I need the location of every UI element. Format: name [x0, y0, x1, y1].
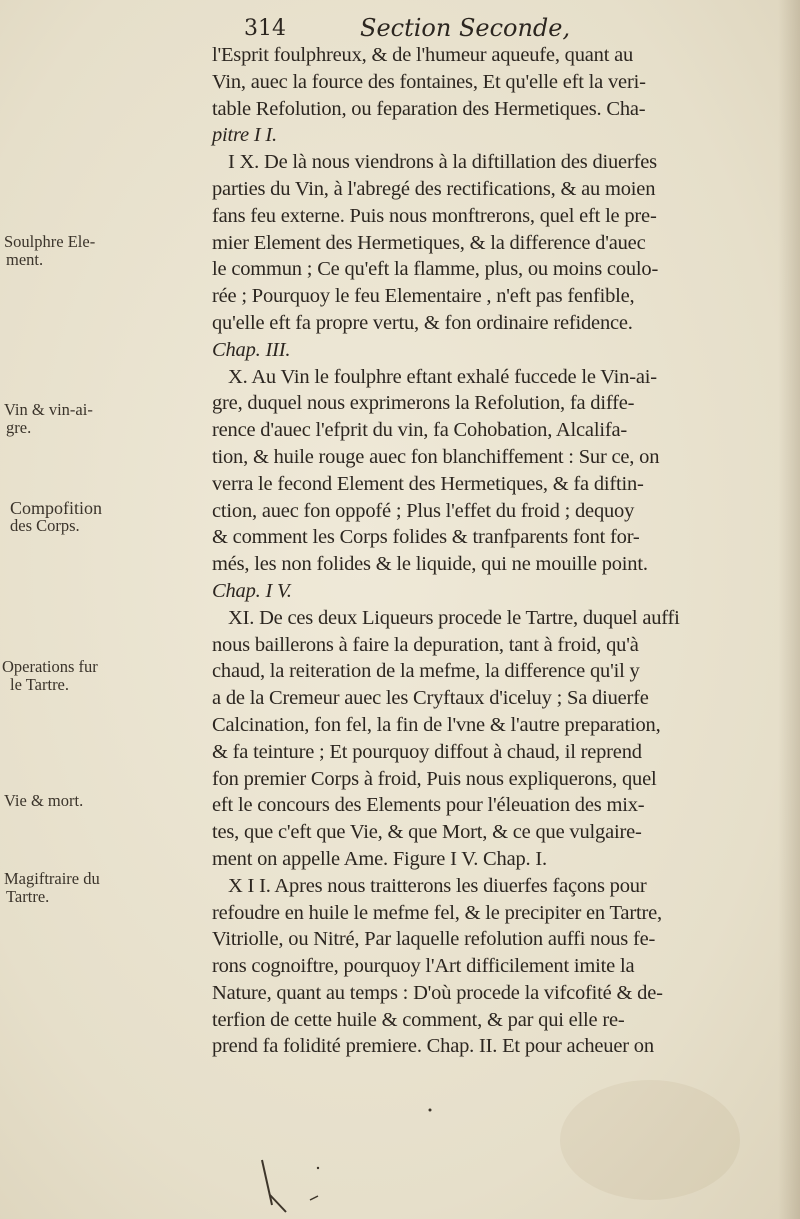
text-line: table Refolution, ou feparation des Hermetiques. Cha- [212, 97, 646, 120]
text-line: chaud, la reiteration de la mefme, la difference qu'il y [212, 660, 640, 683]
margin-note-operations [2, 658, 98, 694]
ink-dot [317, 1167, 319, 1169]
page-number: 314 [244, 16, 286, 41]
text-line: I X. De là nous viendrons à la diftillation des diuerfes [228, 151, 657, 174]
text-line: fans feu externe. Puis nous monftrerons, quel eft le pre- [212, 204, 657, 227]
text-line: Chap. I V. [212, 579, 292, 602]
text-line: terfion de cette huile & comment, & par qui elle re- [212, 1008, 625, 1031]
text-line: tion, & huile rouge auec fon blanchiffement : Sur ce, on [212, 445, 660, 468]
text-line: parties du Vin, à l'abregé des rectifications, & au moien [212, 177, 656, 200]
text-line: Nature, quant au temps : D'où procede la vifcofité & de- [212, 981, 663, 1004]
text-line: l'Esprit foulphreux, & de l'humeur aqueufe, quant au [212, 44, 634, 66]
text-line: X I I. Apres nous traitterons les diuerfes façons pour [228, 874, 647, 897]
margin-note-line: Operations fur [2, 657, 98, 676]
text-line: Calcination, fon fel, la fin de l'vne & l'autre preparation, [212, 713, 661, 736]
text-line: rée ; Pourquoy le feu Elementaire , n'eft pas fenfible, [212, 285, 635, 308]
text-line: Chap. III. [212, 338, 291, 361]
body-text [212, 42, 792, 1060]
text-line: rons cognoiftre, pourquoy l'Art difficilement imite la [212, 955, 635, 978]
margin-note-vinaigre [4, 401, 93, 437]
text-line: tes, que c'eft que Vie, & que Mort, & ce que vulgaire- [212, 821, 642, 844]
ink-stroke [310, 1196, 318, 1200]
ink-dot [429, 1109, 432, 1112]
running-title: Section Seconde, [360, 14, 571, 42]
margin-note-composition [10, 499, 102, 535]
paper-stain [560, 1080, 740, 1200]
margin-note-soulphre [4, 233, 95, 269]
margin-note-line: le Tartre. [10, 675, 70, 694]
text-line: le commun ; Ce qu'eft la flamme, plus, ou moins coulo- [212, 258, 659, 281]
margin-note-line: Vin & vin-ai- [4, 400, 93, 419]
ink-stroke [270, 1195, 286, 1212]
margin-note-line: Soulphre Ele- [4, 232, 96, 251]
margin-note-vie-mort [4, 792, 83, 810]
text-line: Vin, auec la fource des fontaines, Et qu'elle eft la veri- [212, 70, 646, 93]
margin-notes [0, 0, 212, 1219]
text-line: Vitriolle, ou Nitré, Par laquelle refolution auffi nous fe- [212, 928, 656, 951]
text-line: X. Au Vin le foulphre eftant exhalé fuccede le Vin-ai- [228, 365, 657, 388]
text-line: verra le fecond Element des Hermetiques, & fa diftin- [212, 472, 644, 495]
text-line: rence d'auec l'efprit du vin, fa Cohobation, Alcalifa- [212, 419, 627, 442]
text-line: mier Element des Hermetiques, & la difference d'auec [212, 231, 646, 254]
margin-note-line: gre. [6, 418, 32, 437]
text-line: a de la Cremeur auec les Cryftaux d'iceluy ; Sa diuerfe [212, 687, 649, 710]
text-line: qu'elle eft fa propre vertu, & fon ordinaire refidence. [212, 311, 633, 334]
text-line: & comment les Corps folides & tranfparents font for- [212, 526, 640, 549]
text-line: & fa teinture ; Et pourquoy diffout à chaud, il reprend [212, 740, 642, 763]
margin-note-magistraire [4, 870, 100, 906]
margin-note-line: Vie & mort. [4, 791, 84, 810]
margin-note-line: Tartre. [6, 887, 50, 906]
margin-note-line: ment. [6, 250, 44, 269]
text-line: XI. De ces deux Liqueurs procede le Tartre, duquel auffi [228, 606, 680, 629]
margin-note-line: des Corps. [10, 516, 80, 535]
text-line: pitre I I. [212, 124, 277, 147]
text-line: refoudre en huile le mefme fel, & le precipiter en Tartre, [212, 901, 662, 924]
text-line: nous baillerons à faire la depuration, tant à froid, qu'à [212, 633, 639, 656]
text-line: més, les non folides & le liquide, qui ne mouille point. [212, 553, 648, 576]
text-line: ction, auec fon oppofé ; Plus l'effet du froid ; dequoy [212, 499, 635, 522]
text-line: prend fa folidité premiere. Chap. II. Et pour acheuer on [212, 1035, 654, 1058]
text-line: ment on appelle Ame. Figure I V. Chap. I. [212, 847, 547, 870]
margin-note-line: Magiftraire du [4, 869, 100, 888]
text-line: fon premier Corps à froid, Puis nous expliquerons, quel [212, 767, 657, 790]
text-line: gre, duquel nous exprimerons la Refolution, fa diffe- [212, 392, 635, 415]
page-header [244, 14, 724, 44]
ink-stroke [262, 1160, 272, 1205]
text-line: eft le concours des Elements pour l'éleuation des mix- [212, 794, 645, 817]
margin-note-line: Compofition [10, 498, 103, 518]
